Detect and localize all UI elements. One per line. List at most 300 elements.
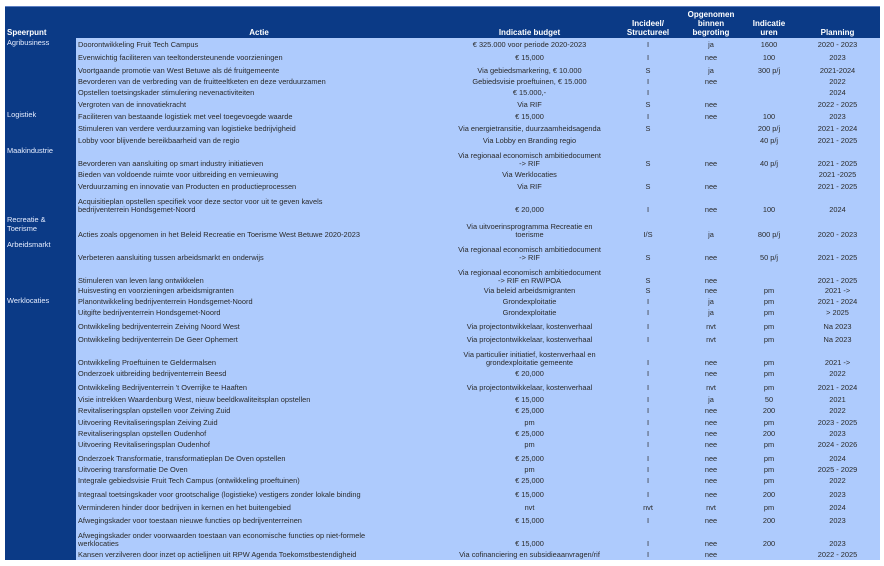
budget-cell: pm bbox=[442, 416, 617, 428]
speerpunt-cell bbox=[5, 87, 76, 98]
begroting-cell: nee bbox=[679, 428, 743, 439]
planning-cell: 2022 bbox=[795, 76, 880, 87]
begroting-cell: nee bbox=[679, 416, 743, 428]
actie-cell: Visie intrekken Waardenburg West, nieuw beeldkwaliteitsplan opstellen bbox=[76, 393, 442, 405]
planning-cell: 2024 - 2026 bbox=[795, 439, 880, 450]
planning-cell: 2021-2024 bbox=[795, 63, 880, 76]
begroting-cell: ja bbox=[679, 393, 743, 405]
planning-cell: 2021 -> bbox=[795, 345, 880, 368]
begroting-cell: nee bbox=[679, 180, 743, 192]
uren-cell: 40 p/j bbox=[743, 134, 795, 146]
uren-cell: 1600 bbox=[743, 38, 795, 50]
incidenteel-structureel-cell: I bbox=[617, 368, 679, 379]
table-row bbox=[5, 500, 880, 513]
budget-cell: € 15,000 bbox=[442, 110, 617, 122]
budget-cell: € 25,000 bbox=[442, 428, 617, 439]
begroting-cell: nee bbox=[679, 345, 743, 368]
begroting-cell: ja bbox=[679, 38, 743, 50]
uren-cell bbox=[743, 549, 795, 560]
budget-cell: Via RIF bbox=[442, 180, 617, 192]
uren-cell: pm bbox=[743, 332, 795, 345]
budget-cell: Via projectontwikkelaar, kostenverhaal bbox=[442, 332, 617, 345]
table-row bbox=[5, 76, 880, 87]
speerpunt-cell bbox=[5, 405, 76, 416]
table-row bbox=[5, 110, 880, 122]
budget-cell: € 25,000 bbox=[442, 450, 617, 464]
uren-cell: pm bbox=[743, 296, 795, 307]
planning-cell: 2022 - 2025 bbox=[795, 98, 880, 110]
header-uren: Indicatie uren bbox=[743, 7, 795, 38]
incidenteel-structureel-cell: S bbox=[617, 63, 679, 76]
table-row bbox=[5, 122, 880, 134]
actie-cell: Voortgaande promotie van West Betuwe als dé fruitgemeente bbox=[76, 63, 442, 76]
budget-cell: Via regionaal economisch ambitiedocument -> RIF en RW/POA bbox=[442, 263, 617, 286]
speerpunt-cell bbox=[5, 500, 76, 513]
incidenteel-structureel-cell: I bbox=[617, 110, 679, 122]
budget-cell: Via beleid arbeidsmigranten bbox=[442, 286, 617, 296]
actie-cell: Uitvoering transformatie De Oven bbox=[76, 464, 442, 475]
budget-cell: pm bbox=[442, 439, 617, 450]
begroting-cell: nee bbox=[679, 286, 743, 296]
actie-cell: Uitgifte bedrijventerrein Hondsgemet-Noord bbox=[76, 307, 442, 318]
incidenteel-structureel-cell: I bbox=[617, 296, 679, 307]
incidenteel-structureel-cell: I bbox=[617, 76, 679, 87]
uren-cell: pm bbox=[743, 368, 795, 379]
uren-cell: 200 bbox=[743, 526, 795, 549]
planning-cell: > 2025 bbox=[795, 307, 880, 318]
budget-cell: Grondexploitatie bbox=[442, 296, 617, 307]
table-row bbox=[5, 486, 880, 500]
header-planning: Planning bbox=[795, 7, 880, 38]
table-row bbox=[5, 526, 880, 549]
table-header-row bbox=[5, 7, 880, 38]
incidenteel-structureel-cell: I bbox=[617, 475, 679, 486]
budget-cell: nvt bbox=[442, 500, 617, 513]
table-row bbox=[5, 146, 880, 169]
planning-cell: 2021 - 2024 bbox=[795, 379, 880, 393]
table-row bbox=[5, 368, 880, 379]
speerpunt-cell bbox=[5, 122, 76, 134]
header-budget: Indicatie budget bbox=[442, 7, 617, 38]
speerpunt-cell: Recreatie & Toerisme bbox=[5, 215, 76, 240]
speerpunt-cell bbox=[5, 263, 76, 286]
table-row bbox=[5, 416, 880, 428]
actie-cell: Integraal toetsingskader voor grootschalige (logistieke) vestigers zonder lokale binding bbox=[76, 486, 442, 500]
budget-cell: € 25,000 bbox=[442, 475, 617, 486]
actie-cell: Vergroten van de innovatiekracht bbox=[76, 98, 442, 110]
actie-cell: Bieden van voldoende ruimte voor uitbreiding en vernieuwing bbox=[76, 169, 442, 180]
table-row bbox=[5, 405, 880, 416]
begroting-cell: nee bbox=[679, 98, 743, 110]
budget-cell: € 15,000 bbox=[442, 526, 617, 549]
planning-cell: 2023 bbox=[795, 513, 880, 526]
uren-cell: 800 p/j bbox=[743, 215, 795, 240]
planning-cell: 2021 - 2024 bbox=[795, 122, 880, 134]
table-row bbox=[5, 134, 880, 146]
incidenteel-structureel-cell: I bbox=[617, 464, 679, 475]
uren-cell bbox=[743, 76, 795, 87]
table-row bbox=[5, 63, 880, 76]
incidenteel-structureel-cell: S bbox=[617, 263, 679, 286]
table-row bbox=[5, 307, 880, 318]
speerpunt-cell bbox=[5, 450, 76, 464]
actions-table bbox=[5, 7, 880, 560]
table-row bbox=[5, 169, 880, 180]
uren-cell bbox=[743, 87, 795, 98]
table-row bbox=[5, 38, 880, 50]
uren-cell: 200 bbox=[743, 405, 795, 416]
speerpunt-cell bbox=[5, 180, 76, 192]
budget-cell: Via particulier initiatief, kostenverhaal en grondexploitatie gemeente bbox=[442, 345, 617, 368]
speerpunt-cell bbox=[5, 513, 76, 526]
speerpunt-cell bbox=[5, 169, 76, 180]
budget-cell: € 15.000,- bbox=[442, 87, 617, 98]
speerpunt-cell bbox=[5, 192, 76, 215]
speerpunt-cell: Logistiek bbox=[5, 110, 76, 122]
budget-cell: pm bbox=[442, 464, 617, 475]
table-row bbox=[5, 393, 880, 405]
uren-cell: pm bbox=[743, 450, 795, 464]
actie-cell: Afwegingskader onder voorwaarden toestaan van economische functies op niet-formele werklocaties bbox=[76, 526, 442, 549]
planning-cell: 2024 bbox=[795, 450, 880, 464]
begroting-cell: ja bbox=[679, 307, 743, 318]
table-row bbox=[5, 50, 880, 63]
incidenteel-structureel-cell: I bbox=[617, 486, 679, 500]
actie-cell: Doorontwikkeling Fruit Tech Campus bbox=[76, 38, 442, 50]
planning-cell: 2021 bbox=[795, 393, 880, 405]
uren-cell: pm bbox=[743, 416, 795, 428]
actie-cell: Onderzoek Transformatie, transformatieplan De Oven opstellen bbox=[76, 450, 442, 464]
speerpunt-cell bbox=[5, 332, 76, 345]
uren-cell: 200 p/j bbox=[743, 122, 795, 134]
actie-cell: Ontwikkeling Proeftuinen te Geldermalsen bbox=[76, 345, 442, 368]
uren-cell: 200 bbox=[743, 428, 795, 439]
actie-cell: Ontwikkeling bedrijventerrein Zeiving Noord West bbox=[76, 318, 442, 332]
actie-cell: Onderzoek uitbreiding bedrijventerrein Beesd bbox=[76, 368, 442, 379]
speerpunt-cell: Werklocaties bbox=[5, 296, 76, 307]
actie-cell: Acquisitieplan opstellen specifiek voor deze sector voor uit te geven kavels bedrijventerrein Hondsgemet-Noord bbox=[76, 192, 442, 215]
table-row bbox=[5, 296, 880, 307]
speerpunt-cell bbox=[5, 63, 76, 76]
budget-cell: € 15,000 bbox=[442, 393, 617, 405]
table-row bbox=[5, 318, 880, 332]
speerpunt-cell bbox=[5, 549, 76, 560]
uren-cell: 100 bbox=[743, 192, 795, 215]
speerpunt-cell bbox=[5, 475, 76, 486]
actie-cell: Verbeteren aansluiting tussen arbeidsmarkt en onderwijs bbox=[76, 240, 442, 263]
incidenteel-structureel-cell: S bbox=[617, 122, 679, 134]
uren-cell: pm bbox=[743, 464, 795, 475]
actie-cell: Ontwikkeling Bedrijventerrein 't Overrijke te Haaften bbox=[76, 379, 442, 393]
actie-cell: Verduurzaming en innovatie van Producten en productieprocessen bbox=[76, 180, 442, 192]
budget-cell: € 25,000 bbox=[442, 405, 617, 416]
speerpunt-cell bbox=[5, 286, 76, 296]
uren-cell: 200 bbox=[743, 513, 795, 526]
planning-cell: 2023 bbox=[795, 526, 880, 549]
planning-cell: 2021 - 2024 bbox=[795, 296, 880, 307]
incidenteel-structureel-cell: I bbox=[617, 428, 679, 439]
incidenteel-structureel-cell: I bbox=[617, 345, 679, 368]
planning-cell: 2021 - 2025 bbox=[795, 240, 880, 263]
budget-cell: Via Werklocaties bbox=[442, 169, 617, 180]
speerpunt-cell bbox=[5, 439, 76, 450]
budget-cell: Grondexploitatie bbox=[442, 307, 617, 318]
budget-cell: Via regionaal economisch ambitiedocument -> RIF bbox=[442, 240, 617, 263]
table-row bbox=[5, 513, 880, 526]
speerpunt-cell bbox=[5, 368, 76, 379]
begroting-cell: nee bbox=[679, 240, 743, 263]
table-row bbox=[5, 332, 880, 345]
incidenteel-structureel-cell: I bbox=[617, 450, 679, 464]
planning-cell: 2023 bbox=[795, 110, 880, 122]
table-row bbox=[5, 215, 880, 240]
incidenteel-structureel-cell: I bbox=[617, 50, 679, 63]
header-incidenteel: Incideel/ Structureel bbox=[617, 7, 679, 38]
begroting-cell: nee bbox=[679, 549, 743, 560]
begroting-cell: nee bbox=[679, 368, 743, 379]
incidenteel-structureel-cell: I bbox=[617, 405, 679, 416]
table-row bbox=[5, 464, 880, 475]
planning-cell: 2021 -> bbox=[795, 286, 880, 296]
planning-cell: 2022 bbox=[795, 405, 880, 416]
uren-cell: pm bbox=[743, 500, 795, 513]
budget-cell: € 15,000 bbox=[442, 50, 617, 63]
uren-cell: 50 bbox=[743, 393, 795, 405]
table-row bbox=[5, 263, 880, 286]
speerpunt-cell bbox=[5, 416, 76, 428]
begroting-cell: nee bbox=[679, 513, 743, 526]
uren-cell: 100 bbox=[743, 50, 795, 63]
actie-cell: Evenwichtig faciliteren van teeltondersteunende voorzieningen bbox=[76, 50, 442, 63]
table-row bbox=[5, 286, 880, 296]
actie-cell: Bevorderen van aansluiting op smart industry initiatieven bbox=[76, 146, 442, 169]
incidenteel-structureel-cell: I bbox=[617, 393, 679, 405]
planning-cell: 2021 -2025 bbox=[795, 169, 880, 180]
budget-cell: Via Lobby en Branding regio bbox=[442, 134, 617, 146]
table-row bbox=[5, 379, 880, 393]
begroting-cell: nee bbox=[679, 405, 743, 416]
incidenteel-structureel-cell: I bbox=[617, 513, 679, 526]
speerpunt-cell: Arbeidsmarkt bbox=[5, 240, 76, 263]
begroting-cell: nee bbox=[679, 439, 743, 450]
planning-cell: 2023 bbox=[795, 486, 880, 500]
planning-cell: 2023 bbox=[795, 50, 880, 63]
begroting-cell: nee bbox=[679, 110, 743, 122]
incidenteel-structureel-cell: I bbox=[617, 439, 679, 450]
uren-cell: 200 bbox=[743, 486, 795, 500]
uren-cell bbox=[743, 263, 795, 286]
uren-cell: 40 p/j bbox=[743, 146, 795, 169]
uren-cell bbox=[743, 169, 795, 180]
begroting-cell bbox=[679, 122, 743, 134]
begroting-cell: nee bbox=[679, 50, 743, 63]
begroting-cell: nvt bbox=[679, 318, 743, 332]
actie-cell: Acties zoals opgenomen in het Beleid Recreatie en Toerisme West Betuwe 2020-2023 bbox=[76, 215, 442, 240]
planning-cell: 2021 - 2025 bbox=[795, 134, 880, 146]
begroting-cell: nee bbox=[679, 450, 743, 464]
incidenteel-structureel-cell: S bbox=[617, 180, 679, 192]
begroting-cell bbox=[679, 134, 743, 146]
incidenteel-structureel-cell: I bbox=[617, 332, 679, 345]
begroting-cell: nee bbox=[679, 526, 743, 549]
uren-cell bbox=[743, 98, 795, 110]
incidenteel-structureel-cell: S bbox=[617, 286, 679, 296]
actie-cell: Verminderen hinder door bedrijven in kernen en het buitengebied bbox=[76, 500, 442, 513]
table-row bbox=[5, 345, 880, 368]
table-row bbox=[5, 450, 880, 464]
table-row bbox=[5, 192, 880, 215]
speerpunt-cell bbox=[5, 98, 76, 110]
actie-cell: Uitvoering Revitaliseringsplan Oudenhof bbox=[76, 439, 442, 450]
planning-cell: 2021 - 2025 bbox=[795, 146, 880, 169]
incidenteel-structureel-cell: I bbox=[617, 549, 679, 560]
begroting-cell: nvt bbox=[679, 500, 743, 513]
budget-cell: Via projectontwikkelaar, kostenverhaal bbox=[442, 379, 617, 393]
budget-cell: Via RIF bbox=[442, 98, 617, 110]
budget-cell: € 20,000 bbox=[442, 368, 617, 379]
begroting-cell: nee bbox=[679, 192, 743, 215]
table-body bbox=[5, 38, 880, 560]
begroting-cell: ja bbox=[679, 215, 743, 240]
speerpunt-cell bbox=[5, 464, 76, 475]
uren-cell: pm bbox=[743, 439, 795, 450]
actie-cell: Ontwikkeling bedrijventerrein De Geer Ophemert bbox=[76, 332, 442, 345]
actie-cell: Lobby voor blijvende bereikbaarheid van de regio bbox=[76, 134, 442, 146]
speerpunt-cell bbox=[5, 379, 76, 393]
planning-cell: 2020 - 2023 bbox=[795, 38, 880, 50]
table-row bbox=[5, 98, 880, 110]
uren-cell bbox=[743, 180, 795, 192]
actie-cell: Kansen verzilveren door inzet op actielijnen uit RPW Agenda Toekomstbestendigheid bbox=[76, 549, 442, 560]
incidenteel-structureel-cell: I bbox=[617, 38, 679, 50]
header-begroting: Opgenomen binnen begroting bbox=[679, 7, 743, 38]
actie-cell: Opstellen toetsingskader stimulering nevenactiviteiten bbox=[76, 87, 442, 98]
uren-cell: 100 bbox=[743, 110, 795, 122]
table-row bbox=[5, 240, 880, 263]
actie-cell: Integrale gebiedsvisie Fruit Tech Campus (ontwikkeling proeftuinen) bbox=[76, 475, 442, 486]
actie-cell: Revitaliseringsplan opstellen voor Zeiving Zuid bbox=[76, 405, 442, 416]
budget-cell: Via cofinanciering en subsidieaanvragen/rif bbox=[442, 549, 617, 560]
budget-cell: € 15,000 bbox=[442, 486, 617, 500]
incidenteel-structureel-cell: I/S bbox=[617, 215, 679, 240]
budget-cell: Via regionaal economisch ambitiedocument -> RIF bbox=[442, 146, 617, 169]
incidenteel-structureel-cell: I bbox=[617, 526, 679, 549]
budget-cell: Gebiedsvisie proeftuinen, € 15.000 bbox=[442, 76, 617, 87]
uren-cell: pm bbox=[743, 345, 795, 368]
incidenteel-structureel-cell: S bbox=[617, 240, 679, 263]
speerpunt-cell: Maakindustrie bbox=[5, 146, 76, 169]
incidenteel-structureel-cell: I bbox=[617, 318, 679, 332]
budget-cell: € 15,000 bbox=[442, 513, 617, 526]
actie-cell: Afwegingskader voor toestaan nieuwe functies op bedrijventerreinen bbox=[76, 513, 442, 526]
uren-cell: pm bbox=[743, 379, 795, 393]
planning-cell: 2020 - 2023 bbox=[795, 215, 880, 240]
planning-cell: Na 2023 bbox=[795, 318, 880, 332]
budget-cell: Via uitvoerinsprogramma Recreatie en toerisme bbox=[442, 215, 617, 240]
begroting-cell: nvt bbox=[679, 379, 743, 393]
table-row bbox=[5, 549, 880, 560]
incidenteel-structureel-cell: I bbox=[617, 192, 679, 215]
speerpunt-cell bbox=[5, 50, 76, 63]
planning-cell: 2025 - 2029 bbox=[795, 464, 880, 475]
actie-cell: Revitaliseringsplan opstellen Oudenhof bbox=[76, 428, 442, 439]
speerpunt-cell bbox=[5, 76, 76, 87]
planning-cell: 2021 - 2025 bbox=[795, 263, 880, 286]
planning-cell: 2022 bbox=[795, 368, 880, 379]
begroting-cell: nee bbox=[679, 475, 743, 486]
planning-cell: 2024 bbox=[795, 192, 880, 215]
budget-cell: € 20,000 bbox=[442, 192, 617, 215]
table-row bbox=[5, 180, 880, 192]
planning-cell: 2022 - 2025 bbox=[795, 549, 880, 560]
speerpunt-cell bbox=[5, 486, 76, 500]
incidenteel-structureel-cell bbox=[617, 134, 679, 146]
speerpunt-cell bbox=[5, 318, 76, 332]
table-row bbox=[5, 428, 880, 439]
budget-cell: Via energietransitie, duurzaamheidsagenda bbox=[442, 122, 617, 134]
begroting-cell: ja bbox=[679, 63, 743, 76]
incidenteel-structureel-cell: nvt bbox=[617, 500, 679, 513]
planning-cell: 2024 bbox=[795, 87, 880, 98]
table-row bbox=[5, 87, 880, 98]
uren-cell: 50 p/j bbox=[743, 240, 795, 263]
begroting-cell: nee bbox=[679, 263, 743, 286]
uren-cell: pm bbox=[743, 318, 795, 332]
actie-cell: Faciliteren van bestaande logistiek met veel toegevoegde waarde bbox=[76, 110, 442, 122]
header-actie: Actie bbox=[76, 7, 442, 38]
speerpunt-cell bbox=[5, 134, 76, 146]
uren-cell: pm bbox=[743, 286, 795, 296]
actie-cell: Planontwikkeling bedrijventerrein Hondsgemet-Noord bbox=[76, 296, 442, 307]
uren-cell: pm bbox=[743, 475, 795, 486]
planning-cell: 2023 bbox=[795, 428, 880, 439]
header-speerpunt: Speerpunt bbox=[5, 7, 76, 38]
actie-cell: Huisvesting en voorzieningen arbeidsmigranten bbox=[76, 286, 442, 296]
planning-cell: 2021 - 2025 bbox=[795, 180, 880, 192]
planning-cell: 2022 bbox=[795, 475, 880, 486]
budget-cell: € 325.000 voor periode 2020-2023 bbox=[442, 38, 617, 50]
planning-cell: Na 2023 bbox=[795, 332, 880, 345]
table-row bbox=[5, 475, 880, 486]
incidenteel-structureel-cell: S bbox=[617, 146, 679, 169]
begroting-cell: nee bbox=[679, 486, 743, 500]
uren-cell: 300 p/j bbox=[743, 63, 795, 76]
incidenteel-structureel-cell: I bbox=[617, 307, 679, 318]
speerpunt-cell bbox=[5, 526, 76, 549]
begroting-cell: nvt bbox=[679, 332, 743, 345]
actie-cell: Stimuleren van leven lang ontwikkelen bbox=[76, 263, 442, 286]
speerpunt-cell bbox=[5, 428, 76, 439]
budget-cell: Via gebiedsmarkering, € 10.000 bbox=[442, 63, 617, 76]
speerpunt-cell: Agribusiness bbox=[5, 38, 76, 50]
actie-cell: Bevorderen van de verbreding van de fruitteeltketen en deze verduurzamen bbox=[76, 76, 442, 87]
planning-cell: 2023 - 2025 bbox=[795, 416, 880, 428]
speerpunt-cell bbox=[5, 393, 76, 405]
begroting-cell: ja bbox=[679, 296, 743, 307]
begroting-cell: nee bbox=[679, 464, 743, 475]
incidenteel-structureel-cell bbox=[617, 169, 679, 180]
incidenteel-structureel-cell: S bbox=[617, 98, 679, 110]
incidenteel-structureel-cell: I bbox=[617, 379, 679, 393]
speerpunt-cell bbox=[5, 307, 76, 318]
incidenteel-structureel-cell: I bbox=[617, 416, 679, 428]
begroting-cell: nee bbox=[679, 76, 743, 87]
begroting-cell: nee bbox=[679, 146, 743, 169]
uren-cell: pm bbox=[743, 307, 795, 318]
actie-cell: Uitvoering Revitaliseringsplan Zeiving Zuid bbox=[76, 416, 442, 428]
planning-cell: 2024 bbox=[795, 500, 880, 513]
begroting-cell bbox=[679, 169, 743, 180]
